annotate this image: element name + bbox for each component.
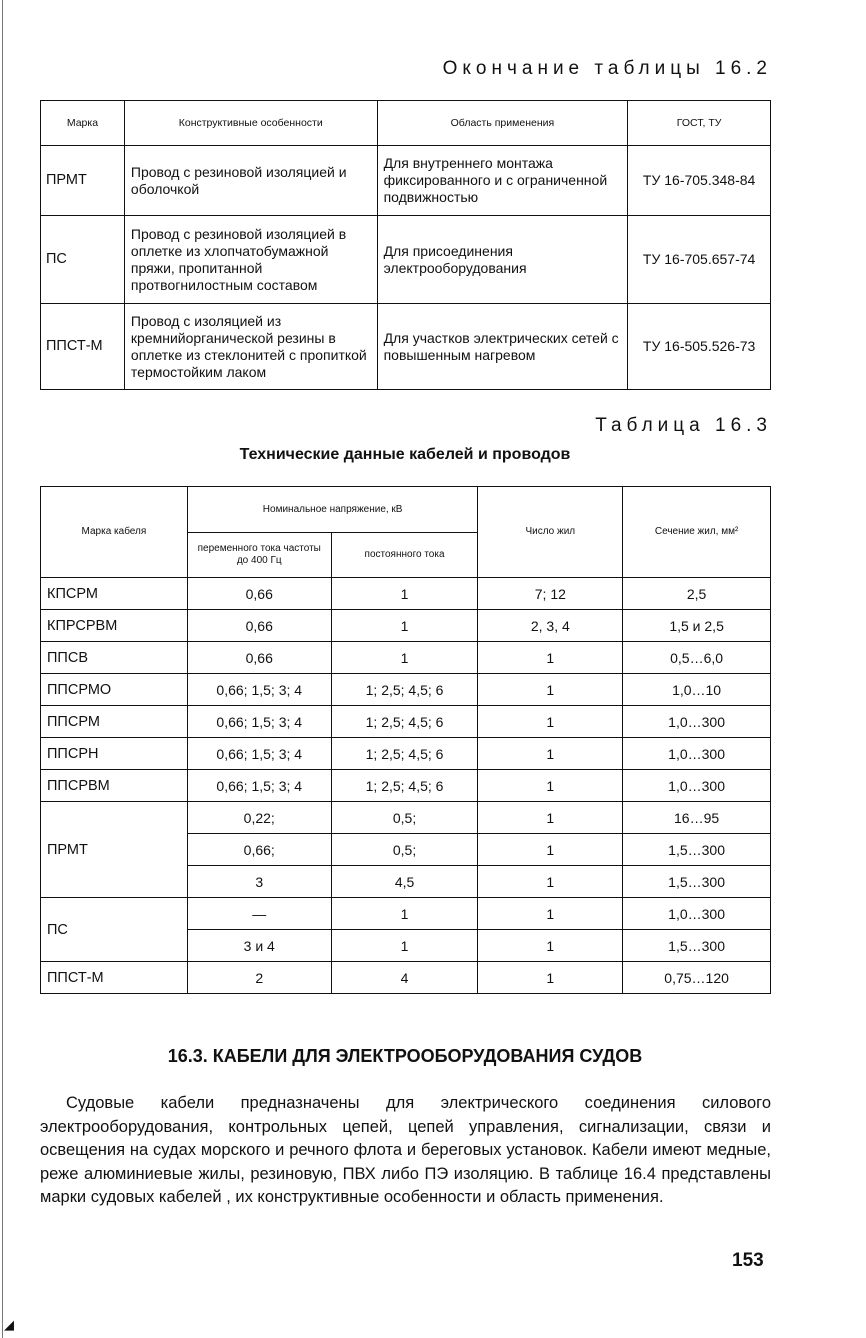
- cell-cable-mark: ППСВ: [41, 642, 188, 674]
- cell-cores: 1: [478, 706, 623, 738]
- table-row: [41, 146, 771, 216]
- cell-dc-voltage: 1: [331, 610, 478, 642]
- table-row: [41, 578, 771, 610]
- cell-dc-voltage: 1; 2,5; 4,5; 6: [331, 674, 478, 706]
- table-header-row: [41, 487, 771, 533]
- header-design: Конструктивные особенности: [124, 101, 377, 146]
- continuation-title: Окончание таблицы 16.2: [442, 58, 772, 79]
- cell-dc-voltage: 1: [331, 930, 478, 962]
- cell-cores: 1: [478, 866, 623, 898]
- table-row: [41, 304, 771, 390]
- cell-ac-voltage: 3: [187, 866, 331, 898]
- section-heading: 16.3. КАБЕЛИ ДЛЯ ЭЛЕКТРООБОРУДОВАНИЯ СУДОВ: [167, 1046, 643, 1066]
- cell-cable-mark: ППСРВМ: [41, 770, 188, 802]
- cell-ac-voltage: 0,66: [187, 610, 331, 642]
- cell-dc-voltage: 1; 2,5; 4,5; 6: [331, 770, 478, 802]
- cell-ac-voltage: 2: [187, 962, 331, 994]
- table-row: [41, 770, 771, 802]
- header-section: Сечение жил, мм²: [623, 487, 771, 578]
- cell-design: Провод с резиновой изоляцией и оболочкой: [124, 146, 377, 216]
- cell-section: 1,5 и 2,5: [623, 610, 771, 642]
- page-edge-line: [2, 0, 3, 1338]
- cell-cores: 1: [478, 674, 623, 706]
- cell-standard: ТУ 16-705.348-84: [628, 146, 771, 216]
- cell-cores: 1: [478, 834, 623, 866]
- cell-section: 2,5: [623, 578, 771, 610]
- table-row: [41, 610, 771, 642]
- cell-application: Для внутреннего монтажа фиксированного и с ограниченной подвижностью: [377, 146, 628, 216]
- cell-section: 1,0…300: [623, 770, 771, 802]
- cell-cable-mark: КПСРМ: [41, 578, 188, 610]
- cell-dc-voltage: 1; 2,5; 4,5; 6: [331, 738, 478, 770]
- cell-ac-voltage: 0,66;: [187, 834, 331, 866]
- cell-dc-voltage: 1: [331, 642, 478, 674]
- cell-ac-voltage: 0,66; 1,5; 3; 4: [187, 706, 331, 738]
- cell-section: 1,0…300: [623, 738, 771, 770]
- cell-standard: ТУ 16-505.526-73: [628, 304, 771, 390]
- table-row: [41, 962, 771, 994]
- cell-design: Провод с резиновой изоляцией в оплетке из хлопчатобумажной пряжи, пропитанной протвогнилостным составом: [124, 216, 377, 304]
- cell-cable-mark: ППСРМ: [41, 706, 188, 738]
- cell-cores: 1: [478, 770, 623, 802]
- cell-cores: 1: [478, 738, 623, 770]
- header-standard: ГОСТ, ТУ: [628, 101, 771, 146]
- cell-ac-voltage: 0,66: [187, 642, 331, 674]
- cell-dc-voltage: 1: [331, 578, 478, 610]
- cell-standard: ТУ 16-705.657-74: [628, 216, 771, 304]
- table-header-row: [41, 101, 771, 146]
- cell-mark: ПРМТ: [41, 146, 125, 216]
- body-paragraph: Судовые кабели предназначены для электрического соединения силового электрооборудования, контрольных цепей, цепей управления, сигнализации, связи и освещения на судах морского и речного флота и береговых установок. Кабели имеют медные, реже алюминиевые жилы, резиновую, ПВХ либо ПЭ изоляцию. В таблице 16.4 представлены марки судовых кабелей , их конструктивные особенности и область применения.: [40, 1094, 771, 1206]
- table-caption: Технические данные кабелей и проводов: [239, 446, 571, 463]
- cell-application: Для участков электрических сетей с повышенным нагревом: [377, 304, 628, 390]
- cell-section: 0,5…6,0: [623, 642, 771, 674]
- mouse-cursor-icon: ◢: [4, 1317, 14, 1332]
- cell-cores: 2, 3, 4: [478, 610, 623, 642]
- cell-cores: 1: [478, 898, 623, 930]
- cell-cable-mark: ПРМТ: [41, 802, 188, 898]
- cell-dc-voltage: 4,5: [331, 866, 478, 898]
- cell-section: 1,0…300: [623, 706, 771, 738]
- cell-ac-voltage: 0,22;: [187, 802, 331, 834]
- cell-cores: 1: [478, 802, 623, 834]
- cable-design-table: [40, 100, 771, 390]
- header-mark: Марка: [41, 101, 125, 146]
- cell-mark: ПС: [41, 216, 125, 304]
- table-row: [41, 802, 771, 834]
- cell-section: 0,75…120: [623, 962, 771, 994]
- cell-design: Провод с изоляцией из кремнийорганической резины в оплетке из стеклонитей с пропиткой термостойким лаком: [124, 304, 377, 390]
- page-number: 153: [732, 1250, 764, 1271]
- header-ac-voltage: переменного тока частоты до 400 Гц: [187, 533, 331, 578]
- cell-cores: 1: [478, 962, 623, 994]
- cell-section: 1,5…300: [623, 866, 771, 898]
- cell-dc-voltage: 0,5;: [331, 802, 478, 834]
- cell-dc-voltage: 1; 2,5; 4,5; 6: [331, 706, 478, 738]
- header-mark: Марка кабеля: [41, 487, 188, 578]
- cell-cable-mark: ППСРМО: [41, 674, 188, 706]
- cell-cores: 7; 12: [478, 578, 623, 610]
- header-application: Область применения: [377, 101, 628, 146]
- cell-application: Для присоединения электрооборудования: [377, 216, 628, 304]
- cell-cable-mark: ППСТ-М: [41, 962, 188, 994]
- cell-ac-voltage: 3 и 4: [187, 930, 331, 962]
- cell-section: 1,5…300: [623, 930, 771, 962]
- cell-section: 16…95: [623, 802, 771, 834]
- table-row: [41, 706, 771, 738]
- cell-cable-mark: КПРСРВМ: [41, 610, 188, 642]
- header-voltage: Номинальное напряжение, кВ: [187, 487, 478, 533]
- cell-cable-mark: ППСРН: [41, 738, 188, 770]
- cell-cores: 1: [478, 930, 623, 962]
- cell-section: 1,0…10: [623, 674, 771, 706]
- cell-cores: 1: [478, 642, 623, 674]
- cell-dc-voltage: 1: [331, 898, 478, 930]
- cell-section: 1,5…300: [623, 834, 771, 866]
- header-dc-voltage: постоянного тока: [331, 533, 478, 578]
- cell-ac-voltage: 0,66; 1,5; 3; 4: [187, 674, 331, 706]
- table-number-label: Таблица 16.3: [595, 415, 772, 436]
- cell-ac-voltage: 0,66; 1,5; 3; 4: [187, 770, 331, 802]
- header-cores: Число жил: [478, 487, 623, 578]
- table-row: [41, 674, 771, 706]
- cell-mark: ППСТ-М: [41, 304, 125, 390]
- cell-dc-voltage: 0,5;: [331, 834, 478, 866]
- table-row: [41, 898, 771, 930]
- table-row: [41, 642, 771, 674]
- cell-ac-voltage: —: [187, 898, 331, 930]
- cell-ac-voltage: 0,66; 1,5; 3; 4: [187, 738, 331, 770]
- cell-dc-voltage: 4: [331, 962, 478, 994]
- cable-specs-table: [40, 486, 771, 994]
- table-row: [41, 738, 771, 770]
- cell-cable-mark: ПС: [41, 898, 188, 962]
- cell-section: 1,0…300: [623, 898, 771, 930]
- table-row: [41, 216, 771, 304]
- cell-ac-voltage: 0,66: [187, 578, 331, 610]
